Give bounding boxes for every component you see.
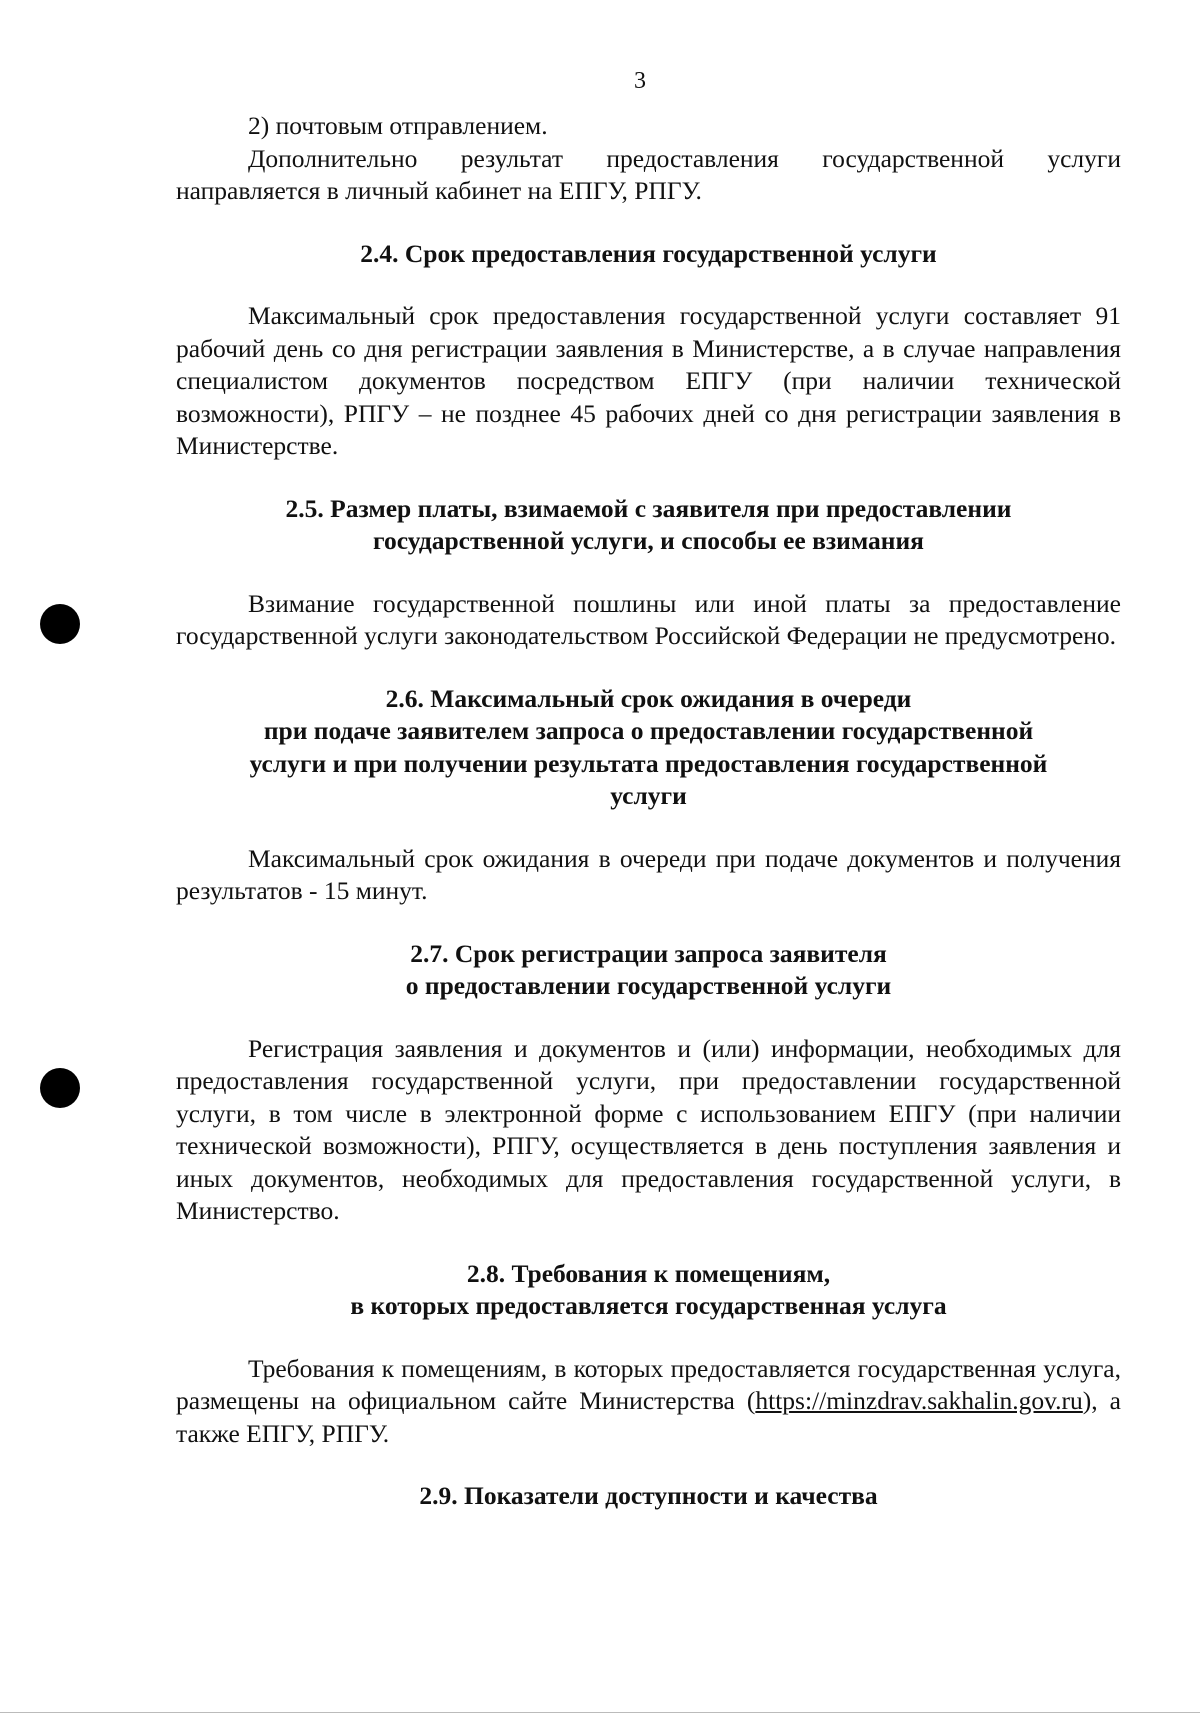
paragraph-2-4: Максимальный срок предоставления государственной услуги составляет 91 рабочий день со дня регистрации заявления в Министерстве, а в случае направления специалистом документов посредством ЕПГУ (при наличии технической возможности), РПГУ – не позднее 45 рабочих дней со дня регистрации заявления в Министерстве. [176,301,1121,460]
heading-2-7-line-1: 2.7. Срок регистрации запроса заявителя [410,938,887,968]
heading-2-5-line-1: 2.5. Размер платы, взимаемой с заявителя при предоставлении [285,493,1012,523]
heading-2-6-line-2: при подаче заявителем запроса о предоставлении государственной [263,716,1034,745]
document-body [176,110,1121,1513]
page-number: 3 [634,68,646,94]
paragraph-2-7: Регистрация заявления и документов и (или) информации, необходимых для предоставления государственной услуги, при предоставлении государственной услуги, в том числе в электронной форме с использованием ЕПГУ (при наличии технической возможности), РПГУ, осуществляется в день поступления заявления и иных документов, необходимых для предоставления государственной услуги, в Министерство. [176,1033,1121,1225]
heading-2-7 [176,938,1121,1003]
punch-hole-top [40,604,80,644]
heading-2-6-line-3: услуги и при получении результата предоставления государственной [249,748,1048,778]
heading-2-5 [176,493,1121,558]
paragraph-2-8-text-before: Требования к помещениям, в которых предоставляется государственная услуга, размещены на официальном сайте Министерства ( [176,1353,1121,1415]
heading-2-6 [176,683,1121,813]
heading-2-8 [176,1258,1121,1323]
heading-2-7-line-2: о предоставлении государственной услуги [405,971,892,1000]
heading-2-5-line-2: государственной услуги, и способы ее взимания [373,526,924,555]
paragraph-2-6: Максимальный срок ожидания в очереди при подаче документов и получения результатов - 15 минут. [176,843,1121,905]
heading-2-8-line-1: 2.8. Требования к помещениям, [466,1258,831,1288]
heading-2-9: 2.9. Показатели доступности и качества [419,1481,878,1510]
paragraph-2-5: Взимание государственной пошлины или иной платы за предоставление государственной услуги законодательством Российской Федерации не предусмотрено. [176,588,1121,650]
heading-2-4: 2.4. Срок предоставления государственной услуги [360,238,937,268]
paragraph-2-8 [176,1353,1121,1451]
paragraph-intro: Дополнительно результат предоставления государственной услуги направляется в личный кабинет на ЕПГУ, РПГУ. [176,143,1121,205]
punch-hole-bottom [40,1068,80,1108]
heading-2-6-line-4: услуги [610,781,687,810]
paragraph-intro-item: 2) почтовым отправлением. [248,111,548,140]
heading-2-8-line-2: в которых предоставляется государственная услуга [350,1291,947,1320]
ministry-website-link[interactable]: https://minzdrav.sakhalin.gov.ru [755,1386,1083,1415]
heading-2-6-line-1: 2.6. Максимальный срок ожидания в очереди [385,683,912,713]
scan-bottom-edge [0,1712,1200,1713]
paragraph-2-8-text-after: ), а также ЕПГУ, РПГУ. [176,1386,1121,1448]
